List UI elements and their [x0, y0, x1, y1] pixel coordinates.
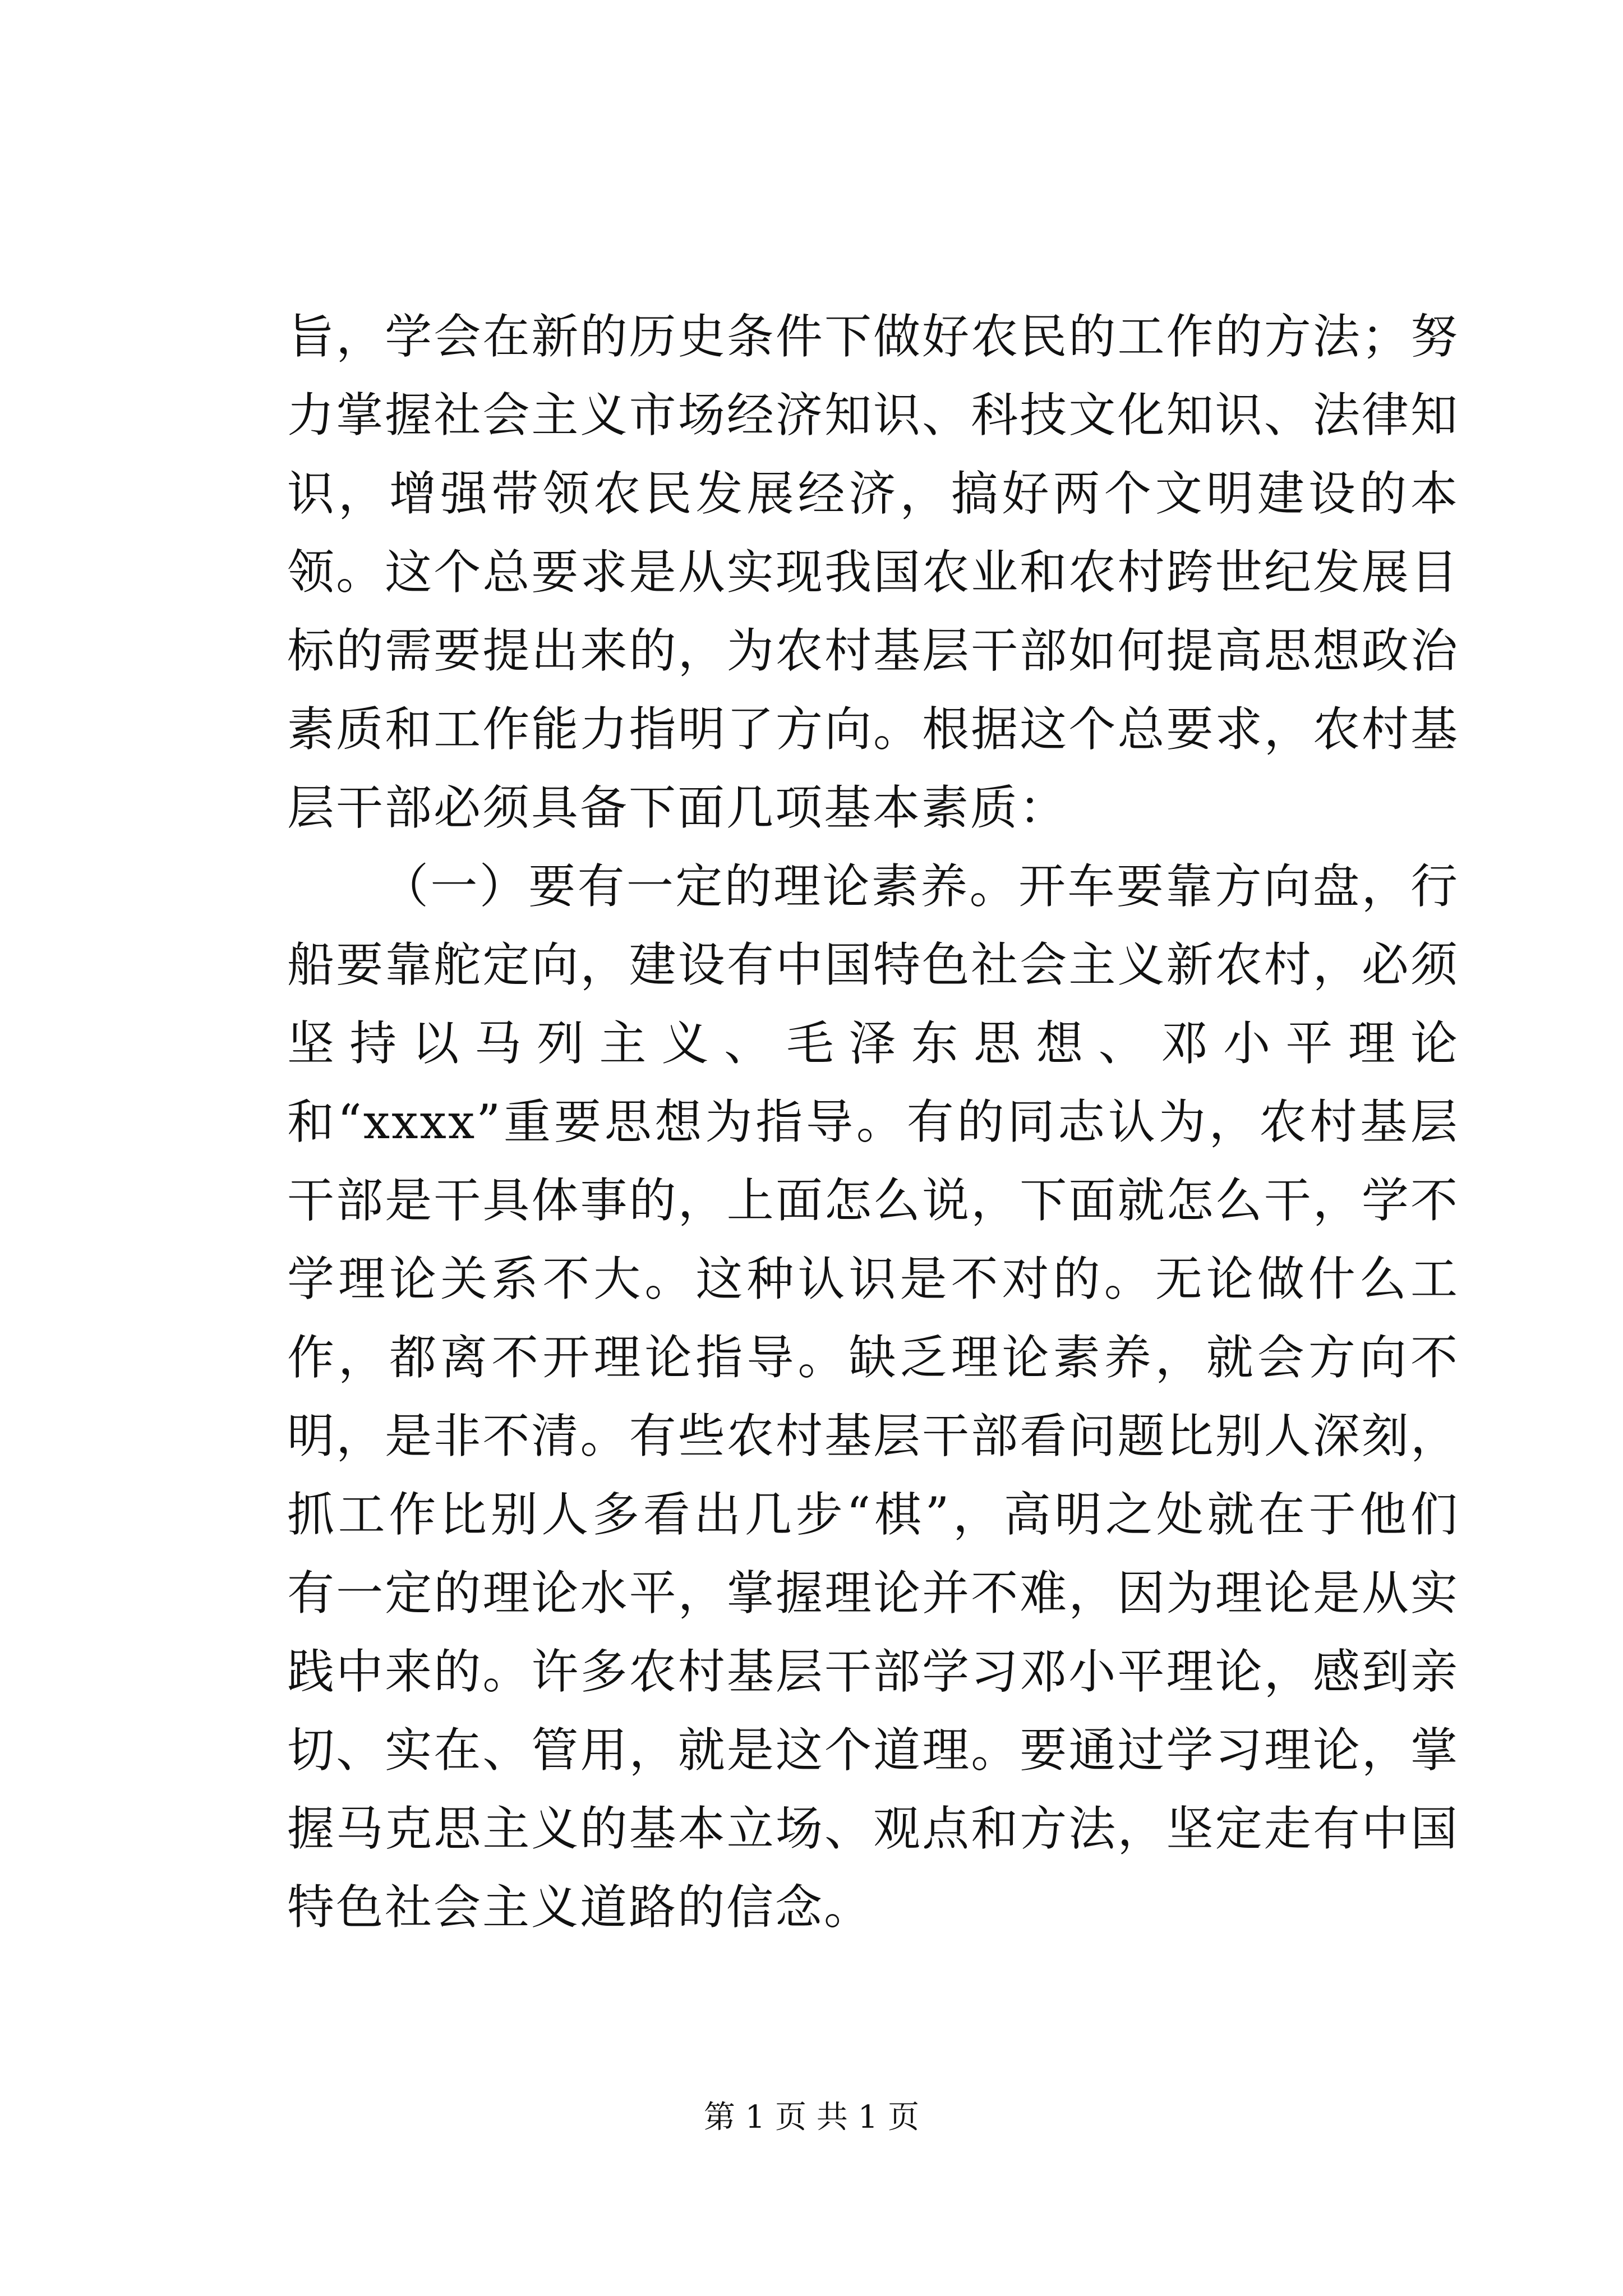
page-footer: 第 1 页 共 1 页: [703, 2099, 920, 2136]
paragraph-continuation: 旨，学会在新的历史条件下做好农民的工作的方法；努力掌握社会主义市场经济知识、科技文化知识、法律知识，增强带领农民发展经济，搞好两个文明建设的本领。这个总要求是从实现我国农业和农村跨世纪发展目标的需要提出来的，为农村基层干部如何提高思想政治素质和工作能力指明了方向。根据这个总要求，农村基层干部必须具备下面几项基本素质：: [287, 309, 1459, 835]
document-body: [287, 297, 1459, 1947]
paragraph-theory-literacy: （一）要有一定的理论素养。开车要靠方向盘，行船要靠舵定向，建设有中国特色社会主义新农村，必须坚持以马列主义、毛泽东思想、邓小平理论和“xxxx”重要思想为指导。有的同志认为，农村基层干部是干具体事的，上面怎么说，下面就怎么干，学不学理论关系不大。这种认识是不对的。无论做什么工作，都离不开理论指导。缺乏理论素养，就会方向不明，是非不清。有些农村基层干部看问题比别人深刻，抓工作比别人多看出几步“棋”，高明之处就在于他们有一定的理论水平，掌握理论并不难，因为理论是从实践中来的。许多农村基层干部学习邓小平理论，感到亲切、实在、管用，就是这个道理。要通过学习理论，掌握马克思主义的基本立场、观点和方法，坚定走有中国特色社会主义道路的信念。: [287, 859, 1459, 1935]
